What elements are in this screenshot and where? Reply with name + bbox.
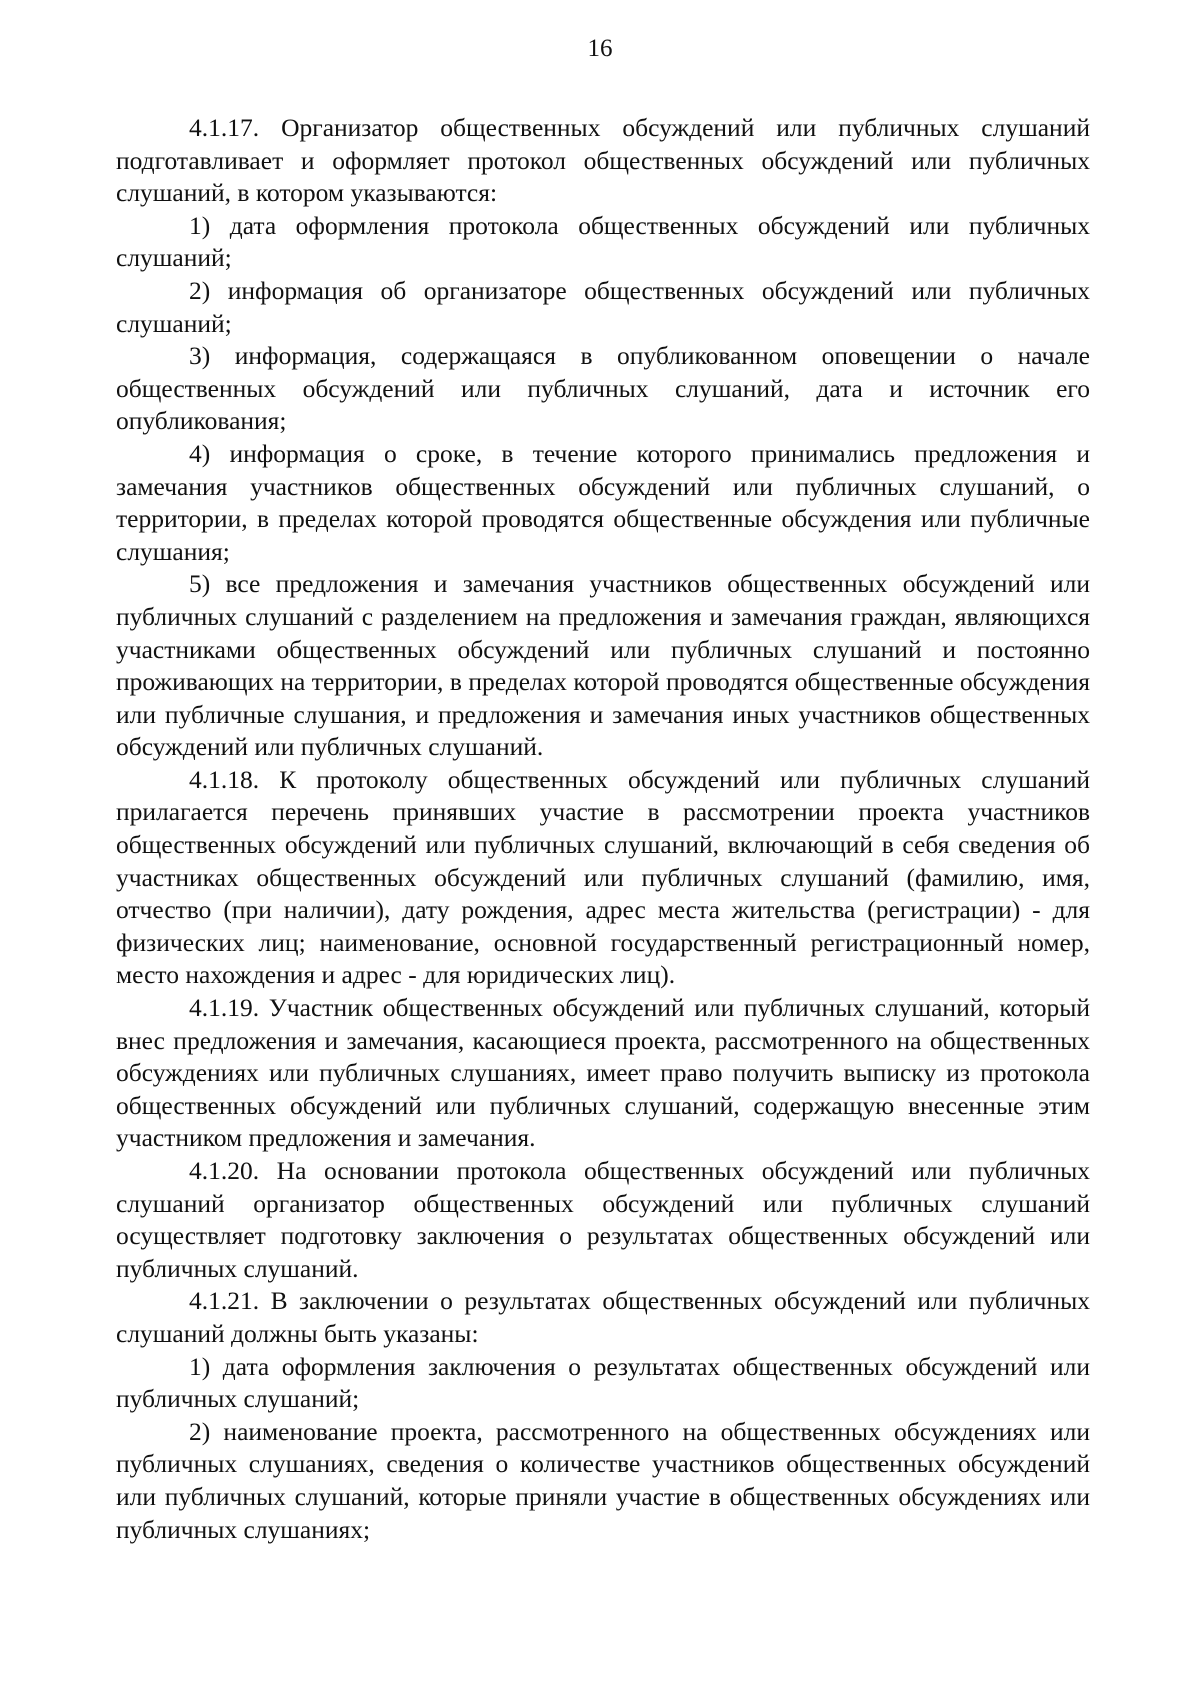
page-number: 16 [587, 35, 613, 62]
paragraph-4-1-17: 4.1.17. Организатор общественных обсуждений или публичных слушаний подготавливает и оформляет протокол общественных обсуждений или публичных слушаний, в котором указываются: [116, 113, 1090, 208]
list-item-2: 2) информация об организаторе общественных обсуждений или публичных слушаний; [116, 275, 1090, 338]
paragraph-4-1-20: 4.1.20. На основании протокола общественных обсуждений или публичных слушаний организатор общественных обсуждений или публичных слушаний осуществляет подготовку заключения о результатах общественных обсуждений или публичных слушаний. [116, 1156, 1090, 1283]
document-body [116, 112, 1090, 1546]
paragraph-4-1-19: 4.1.19. Участник общественных обсуждений или публичных слушаний, который внес предложения и замечания, касающиеся проекта, рассмотренного на общественных обсуждениях или публичных слушаниях, имеет право получить выписку из протокола общественных обсуждений или публичных слушаний, содержащую внесенные этим участником предложения и замечания. [116, 993, 1090, 1153]
list-item-1: 1) дата оформления заключения о результатах общественных обсуждений или публичных слушаний; [116, 1351, 1090, 1414]
paragraph-4-1-21: 4.1.21. В заключении о результатах общественных обсуждений или публичных слушаний должны быть указаны: [116, 1286, 1090, 1348]
list-item-5: 5) все предложения и замечания участников общественных обсуждений или публичных слушаний с разделением на предложения и замечания граждан, являющихся участниками общественных обсуждений или публичных слушаний и постоянно проживающих на территории, в пределах которой проводятся общественные обсуждения или публичные слушания, и предложения и замечания иных участников общественных обсуждений или публичных слушаний. [116, 569, 1090, 762]
paragraph-4-1-18: 4.1.18. К протоколу общественных обсуждений или публичных слушаний прилагается перечень принявших участие в рассмотрении проекта участников общественных обсуждений или публичных слушаний, включающий в себя сведения об участниках общественных обсуждений или публичных слушаний (фамилию, имя, отчество (при наличии), дату рождения, адрес места жительства (регистрации) - для физических лиц; наименование, основной государственный регистрационный номер, место нахождения и адрес - для юридических лиц). [116, 764, 1090, 990]
list-item-1: 1) дата оформления протокола общественных обсуждений или публичных слушаний; [116, 210, 1090, 273]
list-item-3: 3) информация, содержащаяся в опубликованном оповещении о начале общественных обсуждений или публичных слушаний, дата и источник его опубликования; [116, 341, 1090, 436]
list-item-4: 4) информация о сроке, в течение которого принимались предложения и замечания участников общественных обсуждений или публичных слушаний, о территории, в пределах которой проводятся общественные обсуждения или публичные слушания; [116, 438, 1090, 566]
list-item-2: 2) наименование проекта, рассмотренного на общественных обсуждениях или публичных слушаниях, сведения о количестве участников общественных обсуждений или публичных слушаний, которые приняли участие в общественных обсуждениях или публичных слушаниях; [116, 1416, 1090, 1544]
